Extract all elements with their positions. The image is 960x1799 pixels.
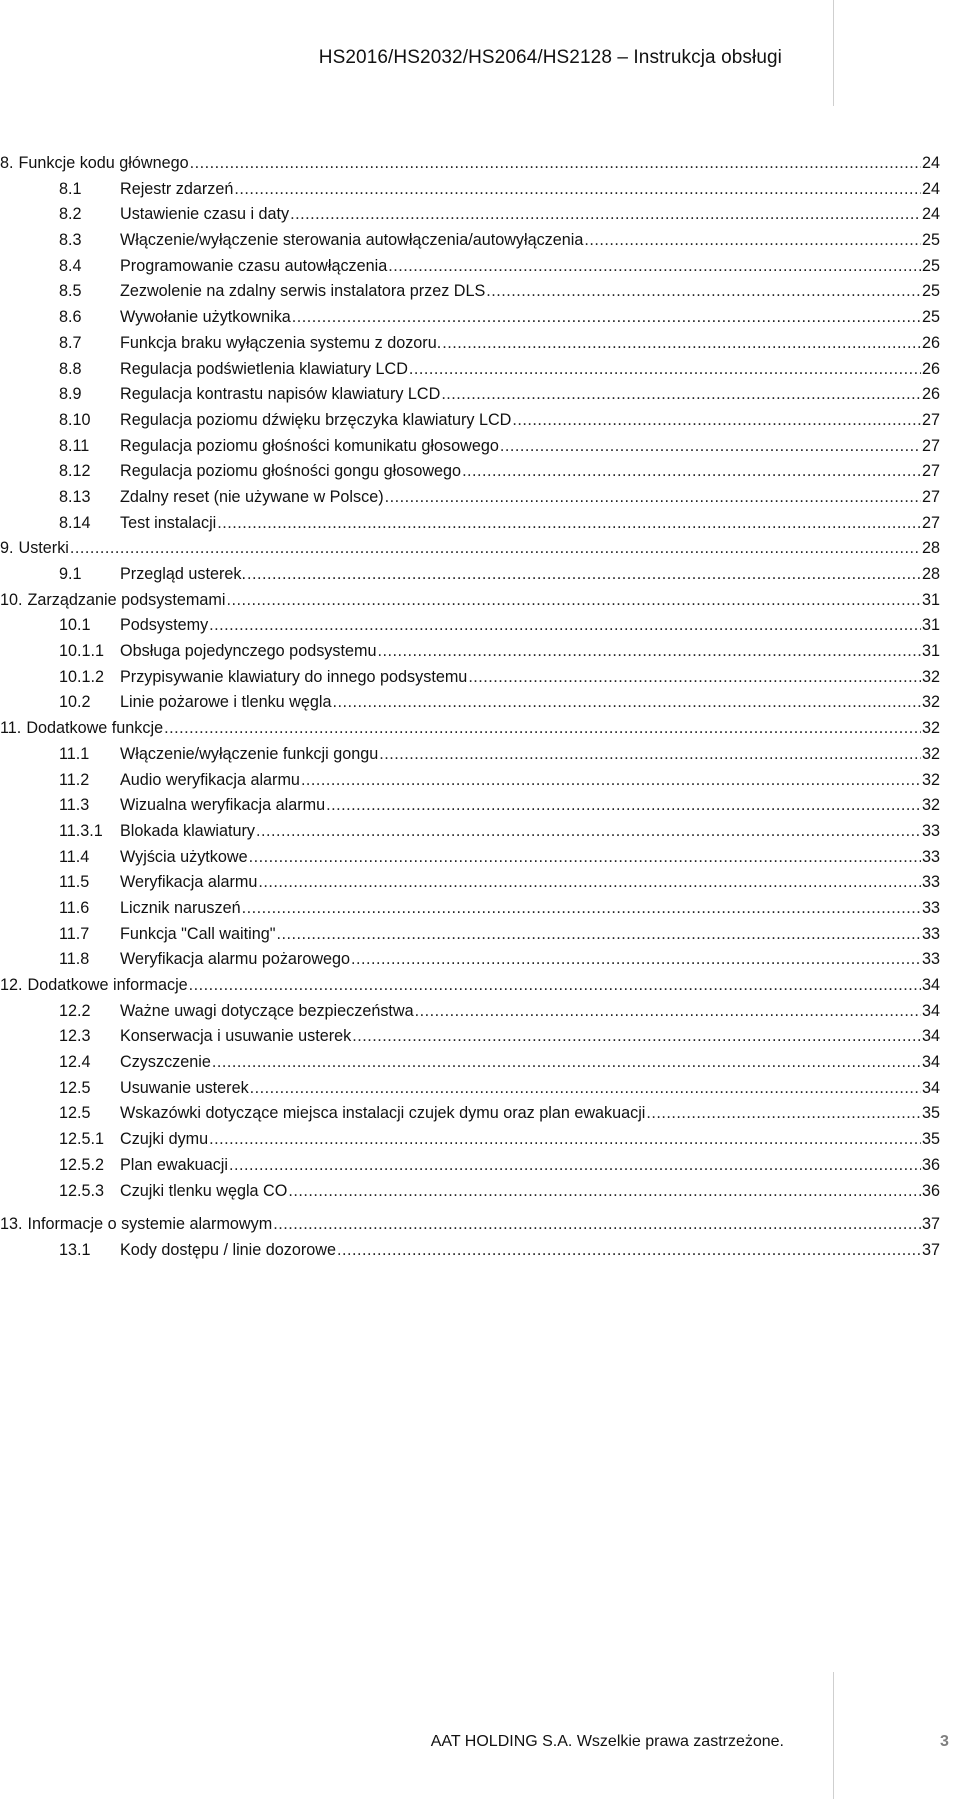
- toc-entry[interactable]: [0, 205, 940, 231]
- toc-entry-number: 8.9: [59, 385, 82, 404]
- toc-entry[interactable]: [0, 1079, 940, 1105]
- toc-dot-leader: [512, 411, 921, 430]
- toc-entry-page: 34: [921, 1001, 940, 1020]
- toc-entry[interactable]: [0, 848, 940, 874]
- toc-dot-leader: [379, 745, 921, 764]
- toc-entry-page: 32: [921, 693, 940, 712]
- toc-entry-number: 8.7: [59, 333, 82, 352]
- toc-entry[interactable]: [0, 616, 940, 642]
- toc-entry-title: Wywołanie użytkownika: [120, 308, 291, 327]
- toc-entry-title: Zdalny reset (nie używane w Polsce): [120, 487, 384, 506]
- toc-entry-number: 10.1.1: [59, 642, 105, 661]
- toc-dot-leader: [409, 360, 921, 379]
- toc-entry-number: 12.4: [59, 1053, 91, 1072]
- toc-entry[interactable]: [0, 1182, 940, 1208]
- toc-dot-leader: [190, 154, 921, 173]
- toc-entry[interactable]: [0, 180, 940, 206]
- toc-entry-number: 11.3.1: [59, 821, 103, 840]
- toc-dot-leader: [226, 591, 921, 610]
- toc-entry[interactable]: [0, 822, 940, 848]
- toc-entry-page: 27: [921, 513, 940, 532]
- toc-dot-leader: [229, 1156, 921, 1175]
- toc-entry[interactable]: [0, 514, 940, 540]
- toc-entry[interactable]: [0, 1130, 940, 1156]
- toc-entry-page: 32: [921, 744, 940, 763]
- toc-entry-page: 34: [921, 976, 940, 994]
- toc-entry-title: Regulacja poziomu głośności komunikatu głosowego: [120, 436, 499, 455]
- toc-entry-page: 24: [921, 179, 940, 198]
- toc-entry-page: 34: [921, 1078, 940, 1097]
- toc-entry-page: 32: [921, 796, 940, 815]
- toc-entry-title: Wizualna weryfikacja alarmu: [120, 796, 326, 815]
- toc-entry-page: 33: [921, 950, 940, 969]
- toc-dot-leader: [351, 950, 921, 969]
- toc-entry-number: 8.: [0, 154, 14, 172]
- toc-entry[interactable]: [0, 976, 940, 1002]
- toc-entry-number: 8.5: [59, 282, 82, 301]
- toc-entry-title: Przypisywanie klawiatury do innego podsystemu: [120, 667, 468, 686]
- toc-entry-title: Wyjścia użytkowe: [120, 847, 248, 866]
- toc-entry-title: Regulacja kontrastu napisów klawiatury LCD: [120, 385, 441, 404]
- toc-entry-page: 32: [921, 667, 940, 686]
- toc-entry-title: Linie pożarowe i tlenku węgla: [120, 693, 332, 712]
- toc-entry-page: 35: [921, 1104, 940, 1123]
- toc-entry-page: 24: [921, 154, 940, 172]
- toc-entry-number: 13.1: [59, 1240, 91, 1259]
- toc-entry-title: Konserwacja i usuwanie usterek: [120, 1027, 352, 1046]
- toc-entry-page: 25: [921, 282, 940, 301]
- toc-entry-title: Rejestr zdarzeń: [120, 179, 234, 198]
- toc-entry-number: 12.5: [59, 1104, 91, 1123]
- toc-entry-number: 11.6: [59, 898, 90, 917]
- toc-entry-page: 33: [921, 821, 940, 840]
- copyright-notice: AAT HOLDING S.A. Wszelkie prawa zastrzeżone.: [430, 1733, 784, 1750]
- toc-dot-leader: [250, 1079, 921, 1098]
- toc-entry-page: 33: [921, 873, 940, 892]
- toc-entry-number: 8.2: [59, 205, 82, 224]
- toc-entry[interactable]: [0, 1241, 940, 1267]
- toc-entry-title: Programowanie czasu autowłączenia: [120, 256, 388, 275]
- toc-entry-number: 12.: [0, 976, 23, 994]
- toc-entry-title: Usterki: [18, 539, 69, 558]
- toc-entry-title: Informacje o systemie alarmowym: [27, 1215, 273, 1234]
- toc-dot-leader: [326, 796, 921, 815]
- toc-entry-number: 10.1: [59, 616, 91, 635]
- toc-entry[interactable]: [0, 899, 940, 925]
- toc-entry-title: Ustawienie czasu i daty: [120, 205, 290, 224]
- document-title: HS2016/HS2032/HS2064/HS2128 – Instrukcja obsługi: [318, 47, 782, 68]
- toc-entry-title: Regulacja podświetlenia klawiatury LCD: [120, 359, 408, 378]
- toc-entry-number: 11.5: [59, 873, 90, 892]
- toc-entry-number: 11.: [0, 719, 22, 738]
- toc-entry-title: Weryfikacja alarmu pożarowego: [120, 950, 351, 969]
- toc-entry-number: 10.2: [59, 693, 91, 712]
- toc-entry-page: 27: [921, 487, 940, 506]
- toc-entry-number: 11.7: [59, 924, 90, 943]
- toc-entry-number: 8.6: [59, 308, 82, 327]
- toc-dot-leader: [249, 848, 921, 867]
- toc-entry-page: 25: [921, 256, 940, 275]
- toc-entry-title: Funkcja "Call waiting": [120, 924, 276, 943]
- toc-entry-number: 13.: [0, 1215, 23, 1234]
- toc-dot-leader: [189, 976, 921, 995]
- toc-entry[interactable]: [0, 873, 940, 899]
- toc-entry-title: Weryfikacja alarmu: [120, 873, 258, 892]
- toc-entry-page: 33: [921, 847, 940, 866]
- toc-entry[interactable]: [0, 1104, 940, 1130]
- toc-entry-page: 27: [921, 410, 940, 429]
- toc-entry-number: 9.1: [59, 565, 82, 583]
- toc-entry-page: 31: [921, 616, 940, 635]
- toc-entry-title: Regulacja poziomu dźwięku brzęczyka klawiatury LCD: [120, 410, 512, 429]
- toc-entry-number: 12.5.2: [59, 1155, 105, 1174]
- toc-entry[interactable]: [0, 488, 940, 514]
- toc-dot-leader: [258, 873, 921, 892]
- toc-dot-leader: [500, 437, 921, 456]
- toc-dot-leader: [385, 488, 921, 507]
- toc-entry-number: 12.5.1: [59, 1130, 105, 1149]
- toc-entry-number: 8.10: [59, 410, 91, 429]
- toc-entry-number: 8.1: [59, 179, 82, 198]
- toc-entry-title: Audio weryfikacja alarmu: [120, 770, 300, 789]
- toc-dot-leader: [256, 822, 921, 841]
- toc-entry[interactable]: [0, 1027, 940, 1053]
- toc-entry-page: 27: [921, 462, 940, 481]
- toc-entry-number: 12.5.3: [59, 1181, 105, 1200]
- toc-entry-title: Zarządzanie podsystemami: [27, 590, 226, 609]
- toc-entry-number: 11.8: [59, 950, 90, 969]
- toc-entry-number: 11.4: [59, 847, 90, 866]
- toc-entry-title: Dodatkowe funkcje: [26, 719, 164, 738]
- toc-entry-page: 37: [921, 1215, 940, 1234]
- toc-entry-page: 24: [921, 205, 940, 224]
- toc-entry-number: 12.3: [59, 1027, 91, 1046]
- toc-entry-page: 27: [921, 436, 940, 455]
- toc-entry[interactable]: [0, 925, 940, 951]
- toc-entry[interactable]: [0, 360, 940, 386]
- toc-entry-page: 26: [921, 385, 940, 404]
- toc-entry[interactable]: [0, 308, 940, 334]
- toc-entry-page: 31: [921, 642, 940, 661]
- toc-entry-title: Czujki tlenku węgla CO: [120, 1181, 288, 1200]
- toc-entry-title: Regulacja poziomu głośności gongu głosowego: [120, 462, 462, 481]
- toc-entry-number: 11.2: [59, 770, 90, 789]
- table-of-contents: [0, 154, 940, 1267]
- toc-dot-leader: [332, 693, 921, 712]
- toc-dot-leader: [377, 642, 921, 661]
- toc-entry-title: Kody dostępu / linie dozorowe: [120, 1240, 336, 1259]
- footer-divider: [833, 1672, 834, 1799]
- page-number: 3: [940, 1733, 949, 1750]
- toc-entry-number: 8.8: [59, 359, 82, 378]
- toc-entry-number: 10.: [0, 590, 23, 609]
- toc-entry[interactable]: [0, 385, 940, 411]
- toc-dot-leader: [288, 1182, 921, 1201]
- toc-entry[interactable]: [0, 771, 940, 797]
- toc-entry[interactable]: [0, 1053, 940, 1079]
- toc-entry-page: 32: [921, 719, 940, 738]
- toc-entry-number: 8.13: [59, 487, 91, 506]
- toc-entry[interactable]: [0, 282, 940, 308]
- toc-entry-page: 36: [921, 1181, 940, 1200]
- toc-dot-leader: [212, 1053, 921, 1072]
- toc-entry[interactable]: [0, 231, 940, 257]
- toc-entry[interactable]: [0, 411, 940, 437]
- toc-dot-leader: [209, 616, 921, 635]
- toc-dot-leader: [486, 282, 921, 301]
- toc-entry-title: Plan ewakuacji: [120, 1155, 228, 1174]
- toc-dot-leader: [388, 257, 921, 276]
- toc-entry-number: 8.3: [59, 231, 82, 250]
- toc-dot-leader: [70, 539, 921, 558]
- toc-entry-number: 8.14: [59, 513, 91, 532]
- toc-entry[interactable]: [0, 437, 940, 463]
- toc-dot-leader: [462, 462, 921, 481]
- toc-entry-page: 28: [921, 565, 940, 583]
- toc-entry-page: 25: [921, 231, 940, 250]
- toc-entry-title: Czujki dymu: [120, 1130, 209, 1149]
- toc-dot-leader: [209, 1130, 921, 1149]
- toc-entry[interactable]: [0, 950, 940, 976]
- toc-entry-number: 11.3: [59, 796, 90, 815]
- toc-entry-title: Wskazówki dotyczące miejsca instalacji czujek dymu oraz plan ewakuacji: [120, 1104, 646, 1123]
- toc-entry-number: 10.1.2: [59, 667, 105, 686]
- toc-entry[interactable]: [0, 796, 940, 822]
- toc-entry-number: 11.1: [59, 744, 90, 763]
- toc-entry[interactable]: [0, 719, 940, 745]
- toc-dot-leader: [415, 1002, 921, 1021]
- toc-entry[interactable]: [0, 257, 940, 283]
- toc-dot-leader: [441, 385, 921, 404]
- toc-entry-page: 36: [921, 1155, 940, 1174]
- toc-entry[interactable]: [0, 1002, 940, 1028]
- toc-dot-leader: [352, 1027, 921, 1046]
- toc-entry-number: 12.2: [59, 1001, 91, 1020]
- toc-entry-page: 31: [921, 590, 940, 609]
- toc-entry-title: Przegląd usterek.: [120, 565, 246, 583]
- toc-dot-leader: [247, 565, 921, 584]
- toc-entry-page: 34: [921, 1027, 940, 1046]
- toc-entry-title: Ważne uwagi dotyczące bezpieczeństwa: [120, 1001, 414, 1020]
- header-divider: [833, 0, 834, 106]
- toc-dot-leader: [217, 514, 921, 533]
- toc-dot-leader: [337, 1241, 921, 1260]
- toc-entry-page: 37: [921, 1240, 940, 1259]
- toc-entry-title: Dodatkowe informacje: [27, 976, 188, 994]
- toc-entry[interactable]: [0, 1215, 940, 1241]
- toc-dot-leader: [276, 925, 921, 944]
- toc-entry[interactable]: [0, 668, 940, 694]
- toc-entry-title: Licznik naruszeń: [120, 898, 241, 917]
- toc-dot-leader: [442, 334, 921, 353]
- toc-entry[interactable]: [0, 539, 940, 565]
- toc-entry-title: Usuwanie usterek: [120, 1078, 249, 1097]
- toc-entry-page: 34: [921, 1053, 940, 1072]
- toc-entry[interactable]: [0, 462, 940, 488]
- toc-entry[interactable]: [0, 565, 940, 591]
- toc-entry-title: Zezwolenie na zdalny serwis instalatora przez DLS: [120, 282, 486, 301]
- toc-entry-page: 35: [921, 1130, 940, 1149]
- toc-dot-leader: [468, 668, 921, 687]
- toc-dot-leader: [234, 180, 921, 199]
- toc-entry-page: 33: [921, 924, 940, 943]
- toc-dot-leader: [292, 308, 921, 327]
- toc-entry-title: Funkcja braku wyłączenia systemu z dozoru.: [120, 333, 442, 352]
- toc-entry-page: 25: [921, 308, 940, 327]
- toc-entry-page: 33: [921, 898, 940, 917]
- toc-dot-leader: [164, 719, 921, 738]
- toc-entry-number: 9.: [0, 539, 14, 558]
- toc-dot-leader: [273, 1215, 921, 1234]
- toc-entry[interactable]: [0, 591, 940, 617]
- toc-entry-number: 8.12: [59, 462, 91, 481]
- toc-entry[interactable]: [0, 334, 940, 360]
- toc-entry-page: 26: [921, 359, 940, 378]
- toc-dot-leader: [290, 205, 921, 224]
- toc-entry-title: Blokada klawiatury: [120, 821, 255, 840]
- toc-entry-page: 26: [921, 333, 940, 352]
- toc-entry-title: Test instalacji: [120, 513, 217, 532]
- toc-entry-page: 28: [921, 539, 940, 558]
- toc-dot-leader: [646, 1104, 921, 1123]
- toc-entry-title: Włączenie/wyłączenie sterowania autowłączenia/autowyłączenia: [120, 231, 584, 250]
- toc-entry[interactable]: [0, 642, 940, 668]
- toc-entry-title: Funkcje kodu głównego: [18, 154, 189, 172]
- toc-entry-title: Włączenie/wyłączenie funkcji gongu: [120, 744, 379, 763]
- toc-entry-number: 8.11: [59, 436, 90, 455]
- toc-entry[interactable]: [0, 693, 940, 719]
- toc-entry-title: Czyszczenie: [120, 1053, 211, 1072]
- toc-entry-title: Obsługa pojedynczego podsystemu: [120, 642, 377, 661]
- toc-entry-title: Podsystemy: [120, 616, 209, 635]
- toc-entry-number: 12.5: [59, 1078, 91, 1097]
- toc-entry[interactable]: [0, 745, 940, 771]
- toc-entry-page: 32: [921, 770, 940, 789]
- toc-entry-number: 8.4: [59, 256, 82, 275]
- toc-entry[interactable]: [0, 1156, 940, 1182]
- toc-dot-leader: [584, 231, 921, 250]
- toc-dot-leader: [301, 771, 921, 790]
- toc-dot-leader: [242, 899, 921, 918]
- toc-entry[interactable]: [0, 154, 940, 180]
